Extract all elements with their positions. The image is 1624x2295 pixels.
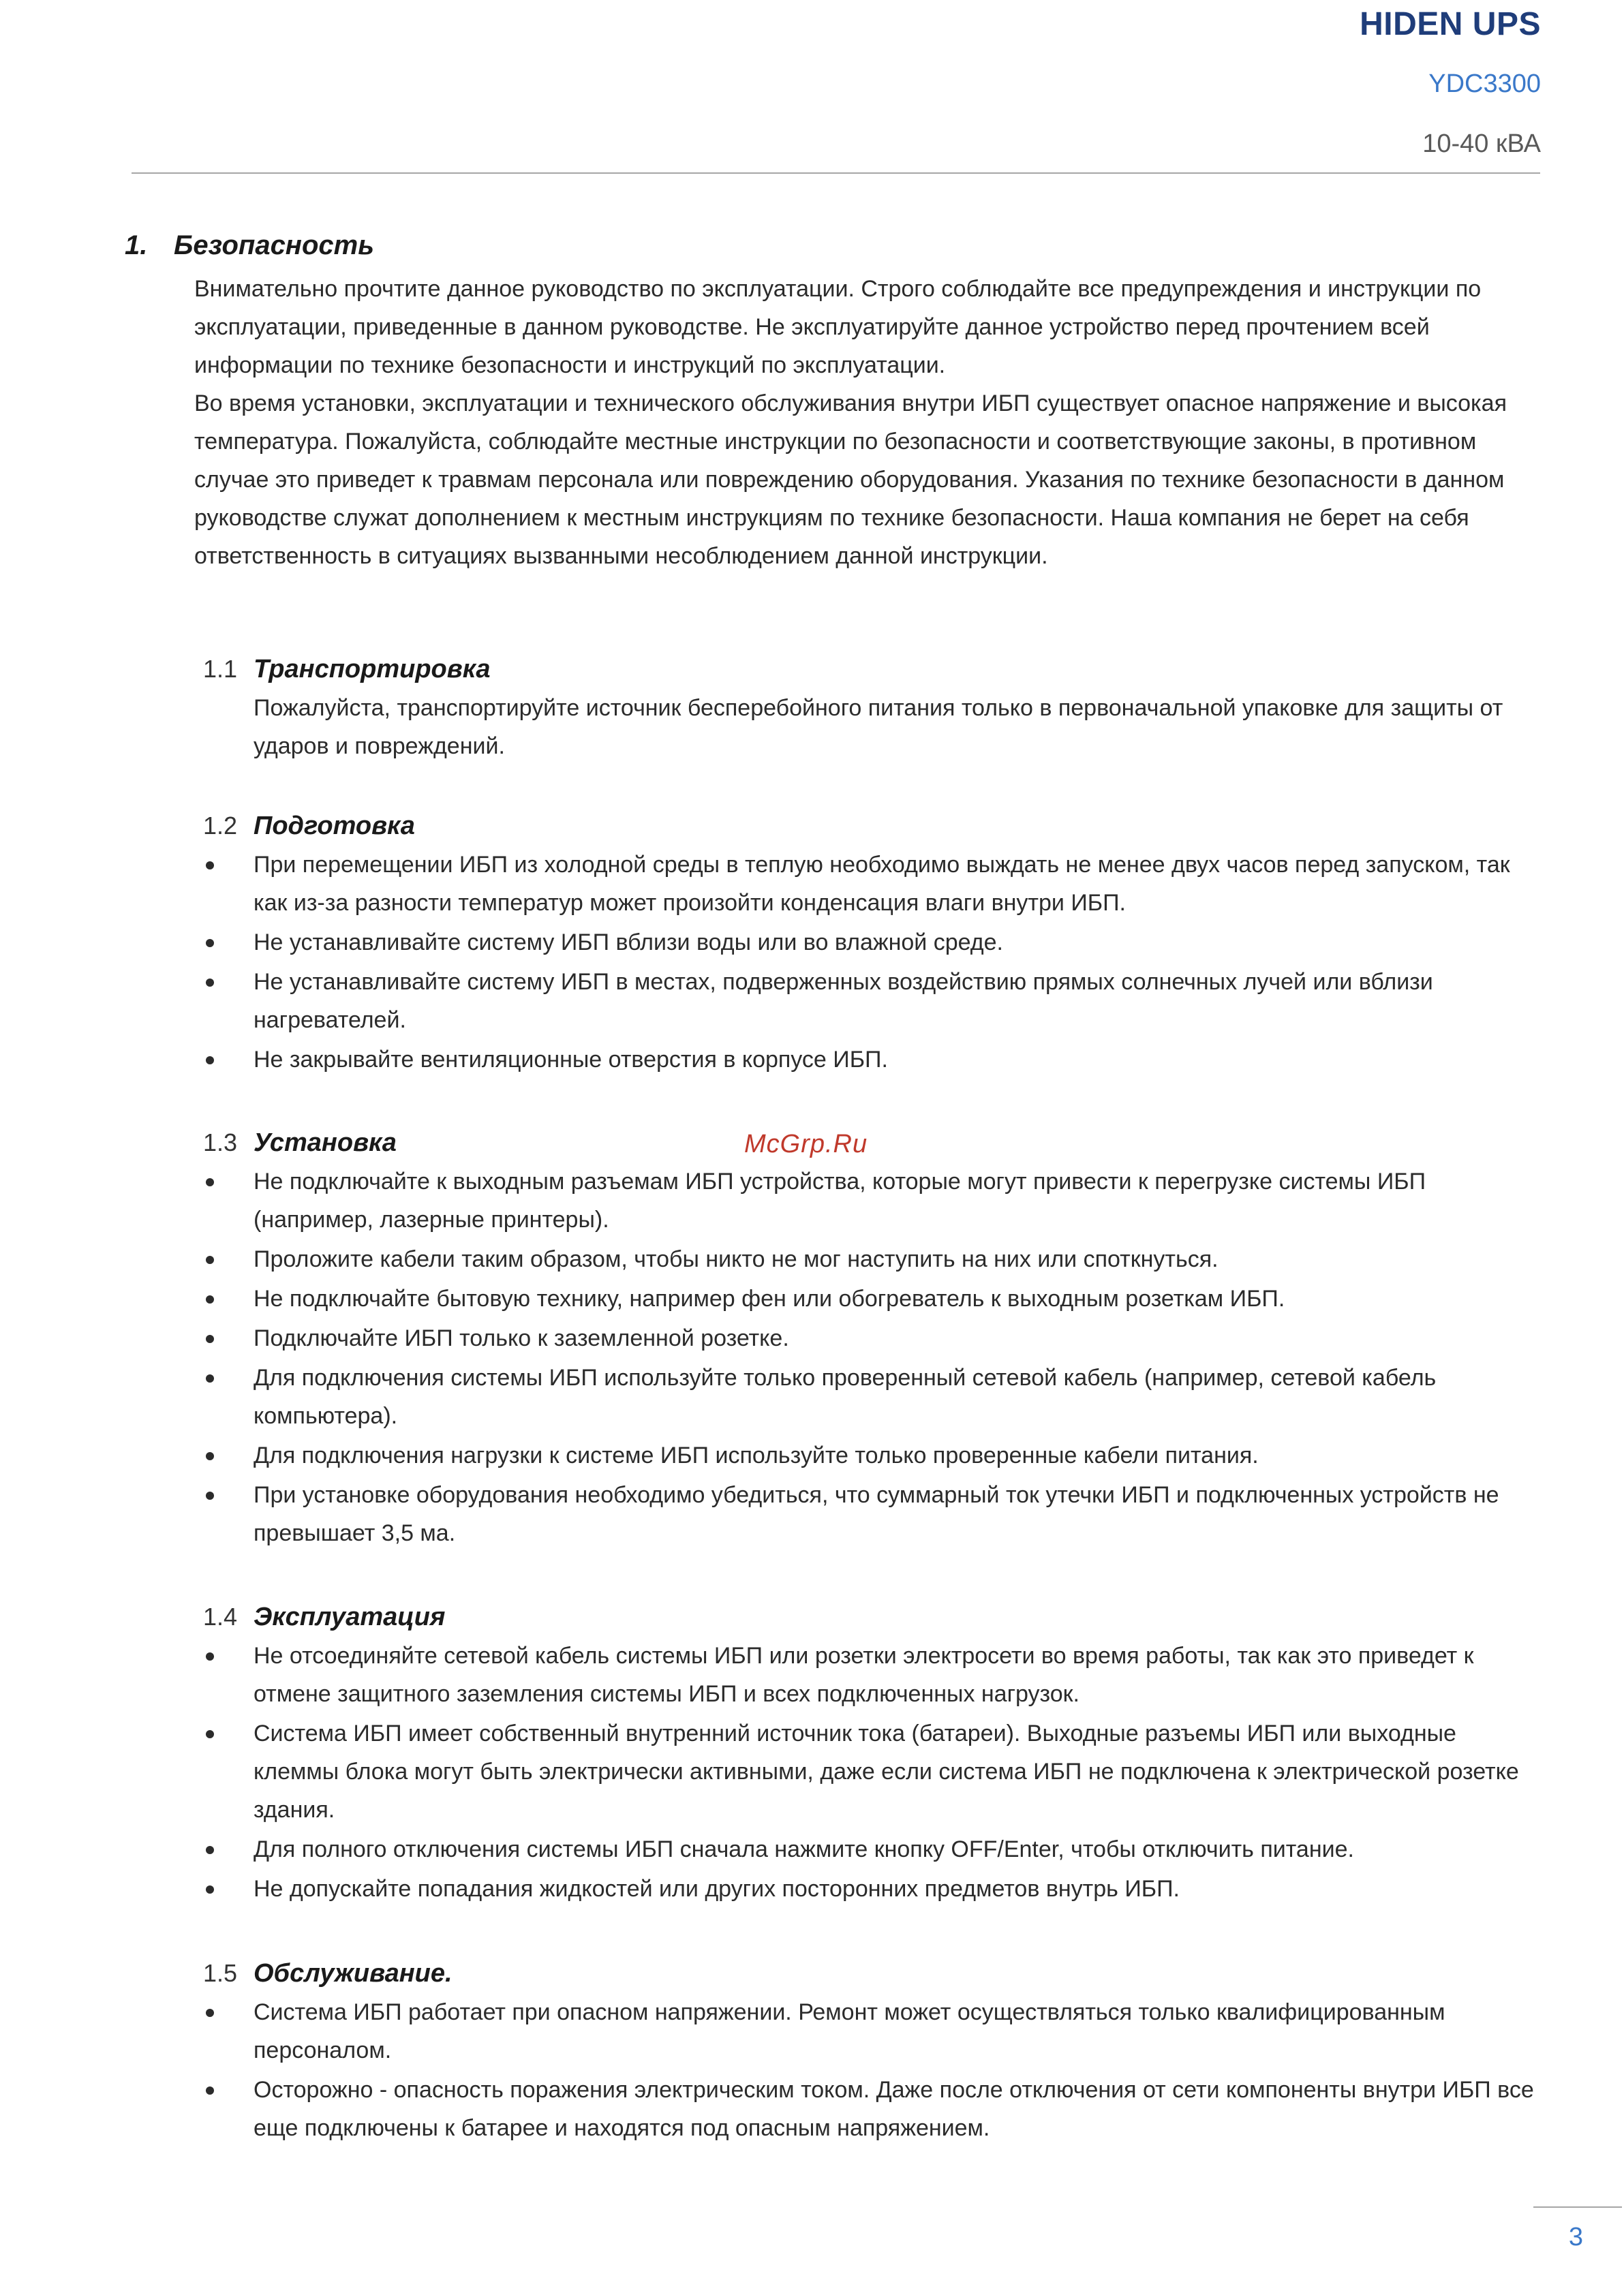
- list-item: Не подключайте бытовую технику, например фен или обогреватель к выходным розеткам ИБП.: [203, 1280, 1540, 1318]
- header-divider: [132, 172, 1540, 174]
- bullet-list: [203, 1993, 1540, 2147]
- subsection-title: Транспортировка: [254, 655, 491, 683]
- list-item: Подключайте ИБП только к заземленной розетке.: [203, 1319, 1540, 1357]
- bullet-icon: [206, 1374, 214, 1383]
- list-item: Не подключайте к выходным разъемам ИБП устройства, которые могут привести к перегрузке системы ИБП (например, лазерные принтеры).: [203, 1162, 1540, 1239]
- subsection-text: Пожалуйста, транспортируйте источник бесперебойного питания только в первоначальной упаковке для защиты от ударов и повреждений.: [254, 695, 1503, 759]
- bullet-icon: [206, 939, 214, 947]
- subsection-number: 1.1: [203, 655, 238, 683]
- list-item: Осторожно - опасность поражения электрическим током. Даже после отключения от сети компоненты внутри ИБП все еще подключены к батарее и находятся под опасным напряжением.: [203, 2071, 1540, 2147]
- subsection-number: 1.3: [203, 1128, 238, 1156]
- subsection-installation: [203, 1123, 1540, 1554]
- subsection-transport: [203, 649, 1540, 765]
- bullet-icon: [206, 979, 214, 987]
- power-rating: 10-40 кВА: [1422, 129, 1541, 158]
- subsection-service: [203, 1954, 1540, 2148]
- subsection-title: Подготовка: [254, 812, 415, 840]
- intro-paragraph: Внимательно прочтите данное руководство по эксплуатации. Строго соблюдайте все предупреждения и инструкции по эксплуатации, приведенные в данном руководстве. Не эксплуатируйте данное устройство перед прочтением всей информации по технике безопасности и инструкций по эксплуатации.: [194, 276, 1482, 378]
- bullet-icon: [206, 1295, 214, 1304]
- bullet-icon: [206, 1335, 214, 1343]
- subsection-operation: [203, 1597, 1540, 1909]
- bullet-icon: [206, 1492, 214, 1500]
- subsection-title: Обслуживание.: [254, 1959, 453, 1988]
- bullet-list: [203, 846, 1540, 1079]
- list-item: Для подключения нагрузки к системе ИБП используйте только проверенные кабели питания.: [203, 1436, 1540, 1475]
- bullet-list: [203, 1637, 1540, 1908]
- intro-paragraph: Во время установки, эксплуатации и технического обслуживания внутри ИБП существует опасное напряжение и высокая температура. Пожалуйста, соблюдайте местные инструкции по безопасности и соответствующие законы, в противном случае это приведет к травмам персонала или повреждению оборудования. Указания по технике безопасности в данном руководстве служат дополнением к местным инструкциям по технике безопасности. Наша компания не берет на себя ответственность в ситуациях вызванными несоблюдением данной инструкции.: [194, 390, 1507, 569]
- subsection-number: 1.2: [203, 812, 238, 840]
- bullet-icon: [206, 2086, 214, 2095]
- list-item: Для полного отключения системы ИБП сначала нажмите кнопку OFF/Enter, чтобы отключить питание.: [203, 1830, 1540, 1868]
- subsection-heading: [203, 1597, 1540, 1637]
- bullet-icon: [206, 1452, 214, 1460]
- bullet-icon: [206, 1056, 214, 1064]
- bullet-icon: [206, 1178, 214, 1186]
- section-number: 1.: [125, 230, 148, 260]
- model-name: YDC3300: [1428, 70, 1541, 98]
- list-item: Не устанавливайте систему ИБП в местах, подверженных воздействию прямых солнечных лучей или вблизи нагревателей.: [203, 963, 1540, 1039]
- list-item: Система ИБП работает при опасном напряжении. Ремонт может осуществляться только квалифицированным персоналом.: [203, 1993, 1540, 2069]
- section-intro: [194, 270, 1540, 575]
- bullet-icon: [206, 1256, 214, 1264]
- subsection-heading: [203, 649, 1540, 689]
- watermark-text: McGrp.Ru: [744, 1130, 868, 1158]
- bullet-icon: [206, 1885, 214, 1894]
- subsection-heading: [203, 806, 1540, 846]
- bullet-icon: [206, 861, 214, 869]
- subsection-heading: [203, 1123, 1540, 1162]
- subsection-title: Эксплуатация: [254, 1603, 446, 1631]
- brand-title: HIDEN UPS: [1360, 6, 1541, 42]
- bullet-list: [203, 1162, 1540, 1552]
- section-title: Безопасность: [174, 230, 374, 260]
- list-item: Для подключения системы ИБП используйте только проверенный сетевой кабель (например, сетевой кабель компьютера).: [203, 1359, 1540, 1435]
- list-item: При перемещении ИБП из холодной среды в теплую необходимо выждать не менее двух часов перед запуском, так как из-за разности температур может произойти конденсация влаги внутри ИБП.: [203, 846, 1540, 922]
- subsection-title: Установка: [254, 1128, 397, 1157]
- footer-divider: [1533, 2206, 1622, 2208]
- bullet-icon: [206, 1730, 214, 1738]
- subsection-number: 1.5: [203, 1959, 238, 1987]
- list-item: Не закрывайте вентиляционные отверстия в корпусе ИБП.: [203, 1041, 1540, 1079]
- subsection-heading: [203, 1954, 1540, 1993]
- list-item: При установке оборудования необходимо убедиться, что суммарный ток утечки ИБП и подключенных устройств не превышает 3,5 ма.: [203, 1476, 1540, 1552]
- list-item: Не отсоединяйте сетевой кабель системы ИБП или розетки электросети во время работы, так как это приведет к отмене защитного заземления системы ИБП и всех подключенных нагрузок.: [203, 1637, 1540, 1713]
- bullet-icon: [206, 2009, 214, 2017]
- bullet-icon: [206, 1652, 214, 1661]
- page-number: 3: [1568, 2223, 1583, 2251]
- list-item: Не устанавливайте систему ИБП вблизи воды или во влажной среде.: [203, 923, 1540, 961]
- section-heading: [125, 230, 374, 261]
- subsection-number: 1.4: [203, 1603, 238, 1631]
- list-item: Система ИБП имеет собственный внутренний источник тока (батареи). Выходные разъемы ИБП или выходные клеммы блока могут быть электрически активными, даже если система ИБП не подключена к электрической розетке здания.: [203, 1714, 1540, 1829]
- subsection-preparation: [203, 806, 1540, 1080]
- list-item: Не допускайте попадания жидкостей или других посторонних предметов внутрь ИБП.: [203, 1870, 1540, 1908]
- list-item: Проложите кабели таким образом, чтобы никто не мог наступить на них или споткнуться.: [203, 1240, 1540, 1278]
- bullet-icon: [206, 1846, 214, 1854]
